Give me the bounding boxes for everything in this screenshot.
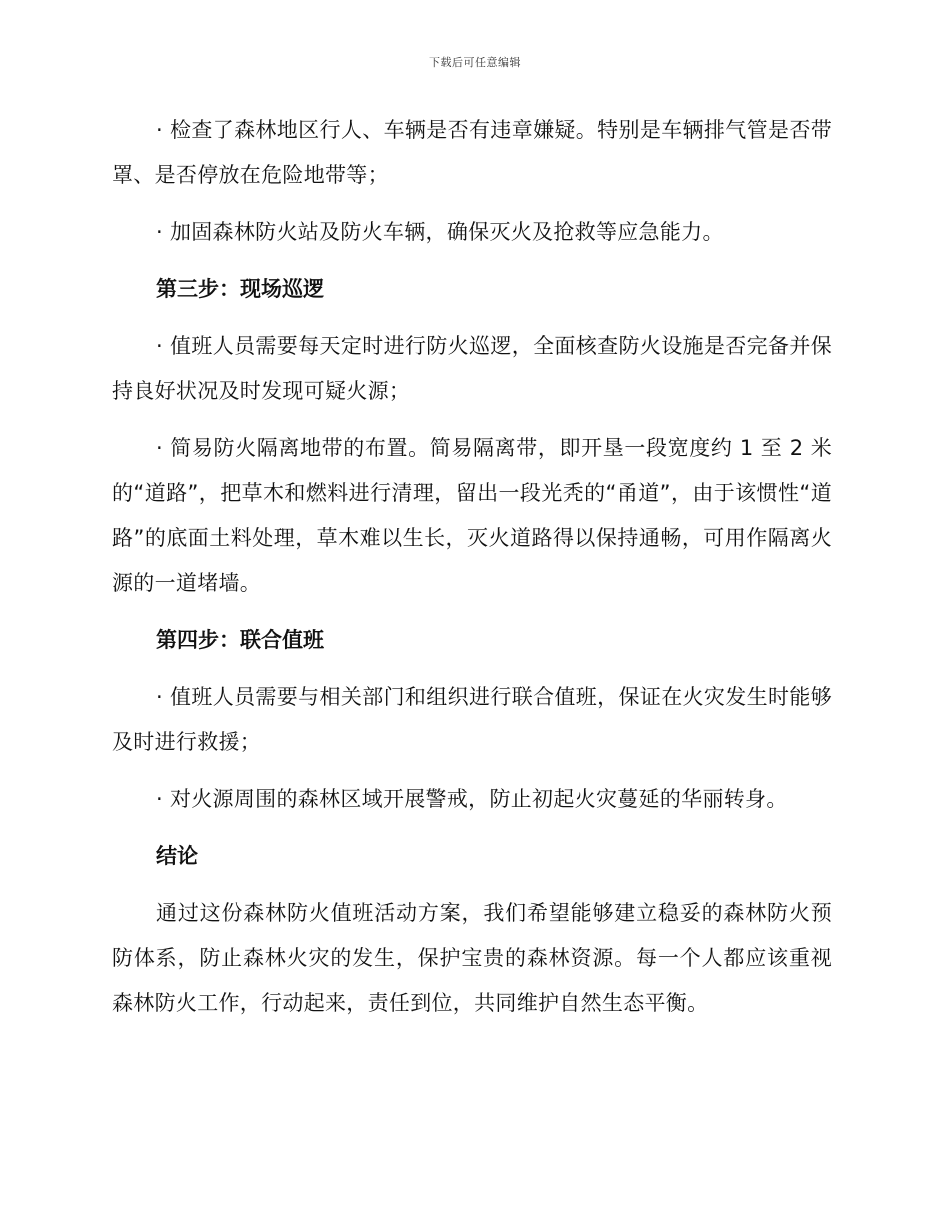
bullet-firebreak: · 简易防火隔离地带的布置。简易隔离带，即开垦一段宽度约 1 至 2 米的“道路”，把草木和燃料进行清理，留出一段光秃的“甬道”，由于该惯性“道路”的底面土料处理，草木难以生长，灭火道路得以保持通畅，可用作隔离火源的一道堵墙。	[112, 436, 832, 595]
section-heading-conclusion: 结论	[156, 844, 198, 868]
document-body	[112, 108, 832, 1038]
bullet-alert-zone: · 对火源周围的森林区域开展警戒，防止初起火灾蔓延的华丽转身。	[156, 787, 788, 811]
page-header: 下载后可任意编辑	[429, 56, 521, 69]
conclusion-paragraph: 通过这份森林防火值班活动方案，我们希望能够建立稳妥的森林防火预防体系，防止森林火灾的发生，保护宝贵的森林资源。每一个人都应该重视森林防火工作，行动起来，责任到位，共同维护自然生态平衡。	[112, 901, 832, 1015]
section-heading-joint-duty: 第四步：联合值班	[156, 628, 324, 652]
bullet-joint-duty: · 值班人员需要与相关部门和组织进行联合值班，保证在火灾发生时能够及时进行救援；	[112, 685, 832, 754]
bullet-check-vehicles: · 检查了森林地区行人、车辆是否有违章嫌疑。特别是车辆排气管是否带罩、是否停放在危险地带等；	[112, 118, 832, 187]
section-heading-patrol: 第三步：现场巡逻	[156, 277, 324, 301]
bullet-reinforce-stations: · 加固森林防火站及防火车辆，确保灭火及抢救等应急能力。	[156, 220, 724, 244]
bullet-daily-patrol: · 值班人员需要每天定时进行防火巡逻，全面核查防火设施是否完备并保持良好状况及时发现可疑火源；	[112, 334, 832, 403]
